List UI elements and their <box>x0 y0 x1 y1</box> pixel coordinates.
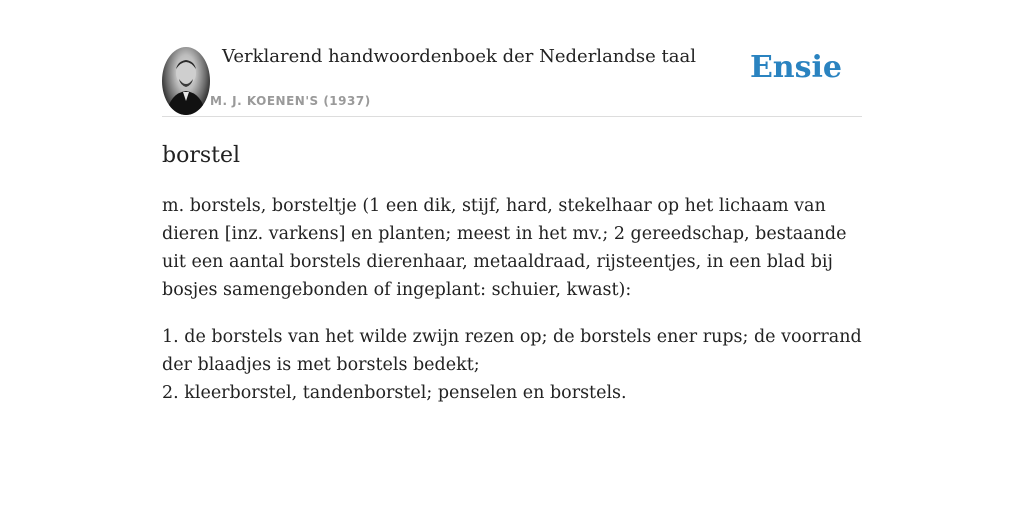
entry-examples <box>162 323 862 407</box>
entry-headword: borstel <box>162 143 241 168</box>
book-edition-subtitle: M. J. KOENEN'S (1937) <box>210 94 371 108</box>
entry-definition: m. borstels, borsteltje (1 een dik, stijf, hard, stekelhaar op het lichaam van dieren [inz. varkens] en planten; meest in het mv.; 2 gereedschap, bestaande uit een aantal borstels dierenhaar, metaaldraad, rijsteentjes, in een blad bij bosjes samengebonden of ingeplant: schuier, kwast): <box>162 196 847 300</box>
ensie-logo-link[interactable]: Ensie <box>749 50 842 85</box>
page <box>162 0 862 407</box>
book-title: Verklarend handwoordenboek der Nederlandse taal <box>222 46 696 67</box>
example-item: 1. de borstels van het wilde zwijn rezen op; de borstels ener rups; de voorrand der blaadjes is met borstels bedekt; <box>162 327 862 375</box>
example-item: 2. kleerborstel, tandenborstel; penselen en borstels. <box>162 383 627 403</box>
dictionary-header <box>162 0 862 117</box>
author-portrait-icon <box>162 47 210 115</box>
